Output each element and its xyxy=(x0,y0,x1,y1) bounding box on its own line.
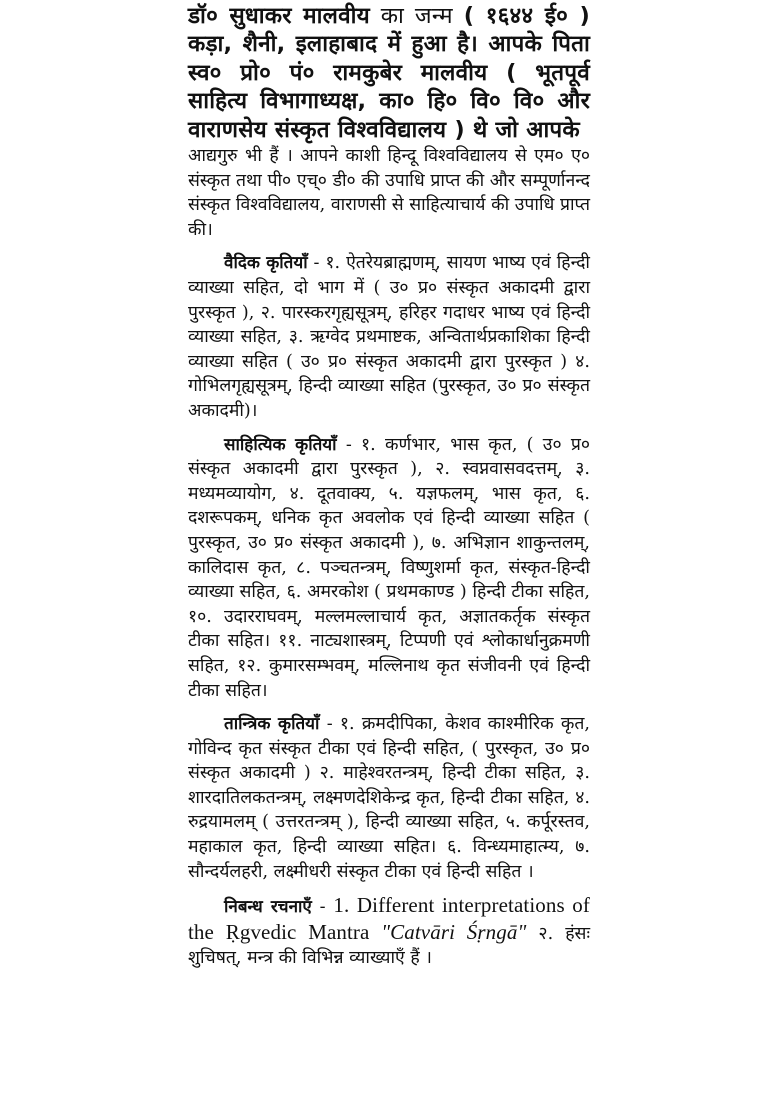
essays-lead: - xyxy=(311,897,334,918)
tantric-works-heading: तान्त्रिक कृतियाँ xyxy=(224,714,320,735)
vedic-works-paragraph xyxy=(188,251,590,423)
tantric-works-paragraph xyxy=(188,712,590,884)
essay-english-text: Different interpretations of the Ṛgvedic Mantra xyxy=(188,893,590,944)
literary-works-paragraph xyxy=(188,433,590,704)
literary-works-list: - १. कर्णभार, भास कृत, ( उ० प्र० संस्कृत अकादमी द्वारा पुरस्कृत ), २. स्वप्नवासवदत्तम्, ३. मध्यमव्यायोग, ४. दूतवाक्य, ५. यज्ञफलम्, भास कृत, ६. दशरूपकम्, धनिक कृत अवलोक एवं हिन्दी व्याख्या सहित ( पुरस्कृत, उ० प्र० संस्कृत अकादमी ), ७. अभिज्ञान शाकुन्तलम्, कालिदास कृत, ८. पञ्चतन्त्रम्, विष्णुशर्मा कृत, संस्कृत-हिन्दी व्याख्या सहित, ६. अमरकोश ( प्रथमकाण्ड ) हिन्दी टीका सहित, १०. उदारराघवम्, मल्लमल्लाचार्य कृत, अज्ञातकर्तृक संस्कृत टीका सहित। ११. नाट्यशास्त्रम्, टिप्पणी एवं श्लोकार्धानुक्रमणी सहित, १२. कुमारसम्भवम्, मल्लिनाथ कृत संजीवनी एवं हिन्दी टीका सहित। xyxy=(188,434,591,701)
vedic-works-heading: वैदिक कृतियाँ xyxy=(224,253,308,274)
tantric-works-list: - १. क्रमदीपिका, केशव काश्मीरिक कृत, गोविन्द कृत संस्कृत टीका एवं हिन्दी सहित, ( पुरस्कृत, उ० प्र० संस्कृत अकादमी ) २. माहेश्वरतन्त्रम्, हिन्दी टीका सहित, ३. शारदातिलकतन्त्रम्, लक्ष्मणदेशिकेन्द्र कृत, हिन्दी टीका सहित, ४. रुद्रयामलम् ( उत्तरतन्त्रम् ), हिन्दी व्याख्या सहित, ५. कर्पूरस्तव, महाकाल कृत, हिन्दी व्याख्या सहित। ६. विन्ध्यमाहात्म्य, ७. सौन्दर्यलहरी, लक्ष्मीधरी संस्कृत टीका एवं हिन्दी सहित । xyxy=(188,714,591,882)
literary-works-heading: साहित्यिक कृतियाँ xyxy=(224,434,337,455)
document-page xyxy=(188,2,590,971)
essay-hindi-tail: २. हंसः शुचिषत्, मन्त्र की विभिन्न व्याख्याएँ हैं । xyxy=(188,923,590,969)
essays-paragraph xyxy=(188,893,590,971)
essay-number: 1. xyxy=(333,893,350,918)
intro-paragraph xyxy=(188,2,590,144)
vedic-works-list: - १. ऐतरेयब्राह्मणम्, सायण भाष्य एवं हिन्दी व्याख्या सहित, दो भाग में ( उ० प्र० संस्कृत अकादमी द्वारा पुरस्कृत ), २. पारस्करगृह्यसूत्रम्, हरिहर गदाधर भाष्य एवं हिन्दी व्याख्या सहित, ३. ऋग्वेद प्रथमाष्टक, अन्वितार्थप्रकाशिका हिन्दी व्याख्या सहित ( उ० प्र० संस्कृत अकादमी द्वारा पुरस्कृत ) ४. गोभिलगृह्यसूत्रम्, हिन्दी व्याख्या सहित (पुरस्कृत, उ० प्र० संस्कृत अकादमी)। xyxy=(188,253,590,421)
intro-bold-text: ( १६४४ ई० ) कड़ा, शैनी, इलाहाबाद में हुआ है। आपके पिता स्व० प्रो० पं० रामकुबेर मालवीय ( भूतपूर्व साहित्य विभागाध्यक्ष, का० हि० वि० वि० और वाराणसेय संस्कृत विश्वविद्यालय ) थे जो आपके xyxy=(188,3,590,143)
essay-italic-title: "Catvāri Śṛngā" xyxy=(381,919,527,944)
intro-birth-phrase: का जन्म xyxy=(369,3,464,29)
intro-continuation: आद्यगुरु भी हैं । आपने काशी हिन्दू विश्वविद्यालय से एम० ए० संस्कृत तथा पी० एच्० डी० की उपाधि प्राप्त की और सम्पूर्णानन्द संस्कृत विश्वविद्यालय, वाराणसी से साहित्याचार्य की उपाधि प्राप्त की। xyxy=(188,146,590,240)
author-name: डॉ० सुधाकर मालवीय xyxy=(188,3,370,29)
essays-heading: निबन्ध रचनाएँ xyxy=(224,897,312,918)
